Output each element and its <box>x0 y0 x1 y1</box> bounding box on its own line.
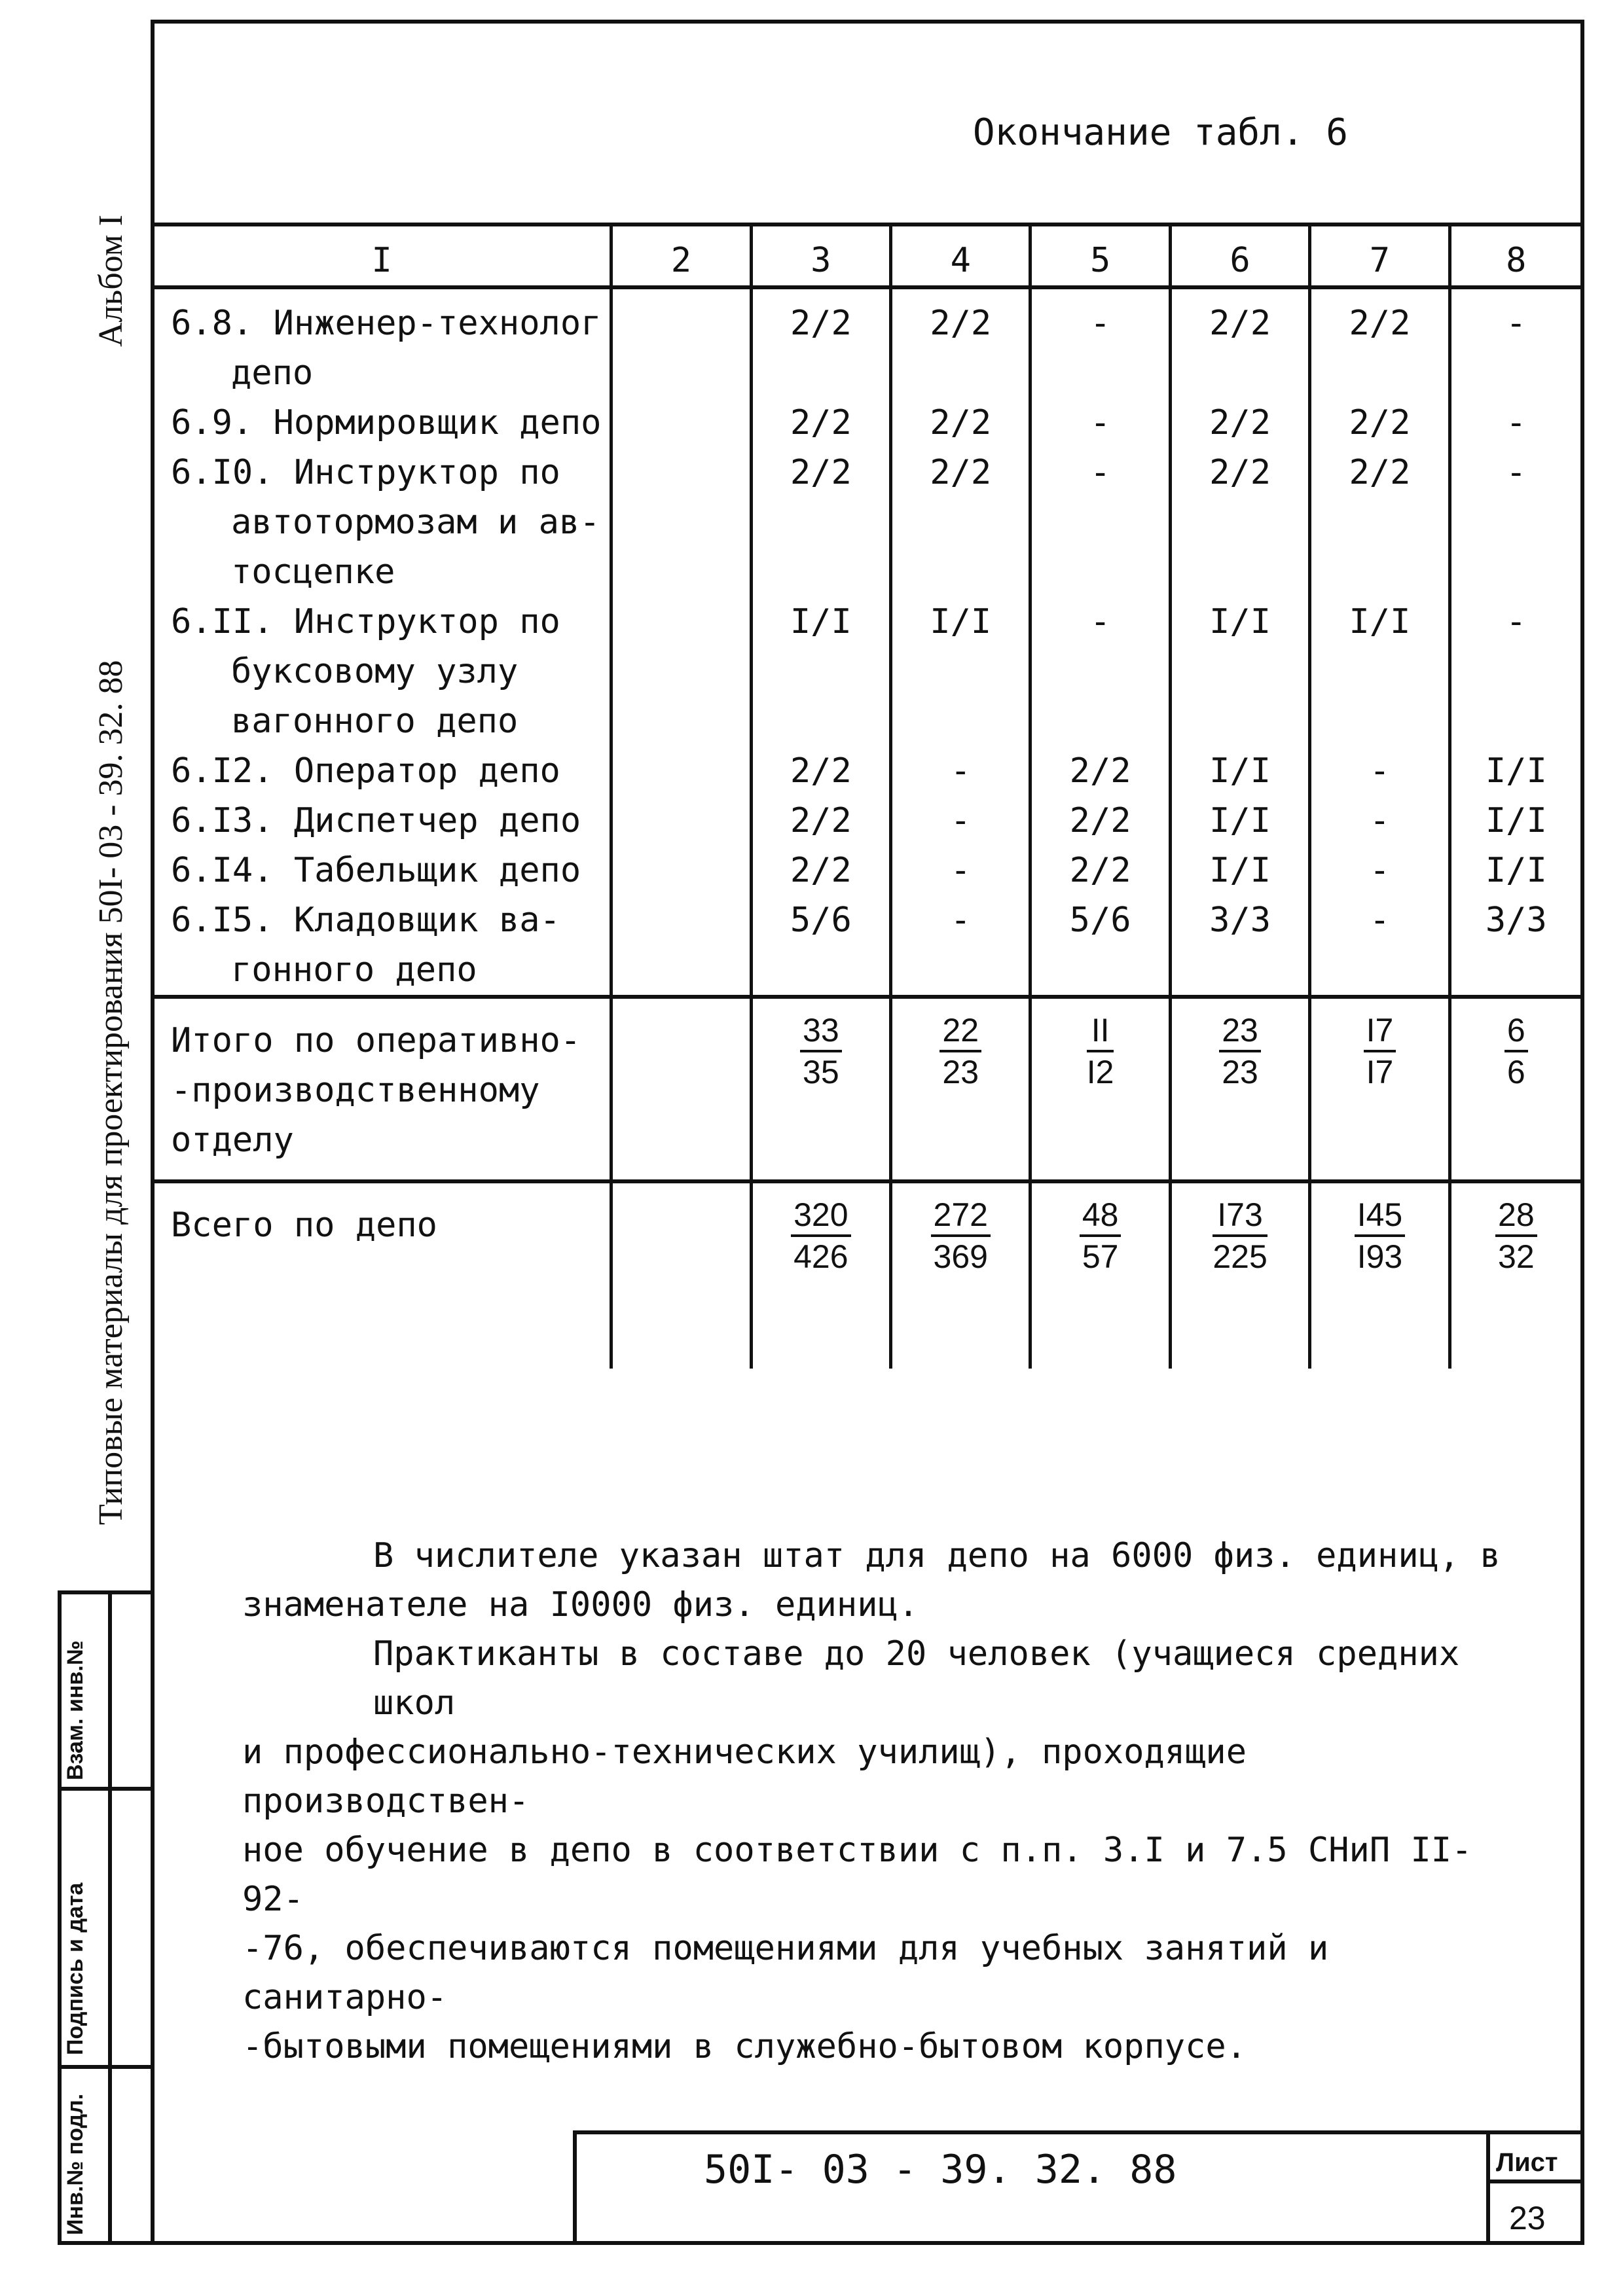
row-label <box>153 796 611 846</box>
row-label <box>153 287 611 398</box>
fraction <box>1087 1011 1114 1092</box>
stamp-inv-replace: Взам. инв.№ <box>63 1640 88 1780</box>
row-label-line: 6.I2. Оператор депо <box>171 751 560 791</box>
table-cell: - <box>1450 287 1582 398</box>
fraction-denominator: I7 <box>1366 1054 1394 1090</box>
row-label-line: автотормозам и ав- <box>231 503 600 542</box>
table-cell: - <box>1030 597 1170 746</box>
table-cell: I/I <box>1170 597 1309 746</box>
table-cell: - <box>1310 895 1450 997</box>
titleblock-top <box>573 2130 1584 2134</box>
row-label <box>153 398 611 448</box>
fraction-cell <box>1450 1181 1582 1369</box>
table-row <box>153 746 1583 796</box>
fraction <box>1355 1195 1406 1276</box>
fraction-denominator: 23 <box>1222 1054 1258 1090</box>
fraction-denominator: 369 <box>933 1238 988 1275</box>
note-line: -76, обеспечиваются помещениями для учебных занятий и санитарно- <box>242 1929 1329 2017</box>
table-cell: 2/2 <box>751 846 890 895</box>
fraction-cell <box>1170 1181 1309 1369</box>
note-line: Практиканты в составе до 20 человек (учащиеся средних школ <box>373 1634 1460 1723</box>
fraction-numerator: II <box>1087 1011 1114 1052</box>
row-label <box>153 846 611 895</box>
fraction <box>1219 1011 1261 1092</box>
fraction <box>939 1011 981 1092</box>
column-header-7: 7 <box>1310 224 1450 287</box>
table-continuation-title: Окончание табл. 6 <box>972 111 1348 154</box>
fraction-cell <box>1450 997 1582 1181</box>
fraction-numerator: 48 <box>1080 1195 1122 1237</box>
table-cell: 3/3 <box>1170 895 1309 997</box>
table-row <box>153 287 1583 398</box>
fraction <box>931 1195 991 1276</box>
table-cell: 2/2 <box>1030 796 1170 846</box>
staff-table <box>151 223 1584 1369</box>
fraction-cell <box>1030 1181 1170 1369</box>
fraction-cell <box>751 1181 890 1369</box>
fraction-denominator: 6 <box>1506 1054 1525 1090</box>
row-label-line: Всего по депо <box>171 1206 437 1245</box>
column-header-2: 2 <box>611 224 751 287</box>
row-label-line: тосцепке <box>231 552 395 592</box>
row-label <box>153 746 611 796</box>
stamp-divider <box>58 1787 155 1791</box>
row-label <box>153 1181 611 1369</box>
fraction-numerator: 23 <box>1219 1011 1261 1052</box>
fraction-numerator: I45 <box>1355 1195 1406 1237</box>
fraction-numerator: 22 <box>939 1011 981 1052</box>
fraction <box>1364 1011 1396 1092</box>
table-cell: - <box>891 846 1030 895</box>
fraction-numerator: 28 <box>1495 1195 1537 1237</box>
table-cell: 2/2 <box>751 448 890 597</box>
table-cell: 2/2 <box>891 287 1030 398</box>
row-label <box>153 597 611 746</box>
titleblock-left <box>573 2130 577 2245</box>
table-cell: 2/2 <box>891 398 1030 448</box>
table-row <box>153 895 1583 997</box>
column-header-1: I <box>153 224 611 287</box>
sidebar-album: Альбом I <box>92 215 130 347</box>
fraction-denominator: 23 <box>942 1054 979 1090</box>
fraction-cell <box>751 997 890 1181</box>
fraction-cell <box>1030 997 1170 1181</box>
fraction-cell <box>1310 997 1450 1181</box>
stamp-divider <box>58 2241 155 2245</box>
fraction <box>791 1195 850 1276</box>
row-label-line: буксовому узлу <box>231 652 519 691</box>
document-number: 50I- 03 - 39. 32. 88 <box>704 2147 1177 2193</box>
column-header-3: 3 <box>751 224 890 287</box>
fraction-cell <box>891 997 1030 1181</box>
row-label-line: депо <box>231 353 314 393</box>
table-cell: 3/3 <box>1450 895 1582 997</box>
stamp-column-border <box>58 1590 62 2245</box>
table-cell: 2/2 <box>751 746 890 796</box>
table-row <box>153 796 1583 846</box>
column-header-8: 8 <box>1450 224 1582 287</box>
table-cell: - <box>891 796 1030 846</box>
row-label-line: 6.I3. Диспетчер депо <box>171 801 581 840</box>
note-line: В числителе указан штат для депо на 6000 физ. единиц, в <box>373 1536 1501 1575</box>
table-cell: I/I <box>1310 597 1450 746</box>
note-line: ное обучение в депо в соответствии с п.п. 3.I и 7.5 СНиП II-92- <box>242 1831 1472 1919</box>
sidebar-series: Типовые материалы для проектирования 50I- 03 - 39. 32. 88 <box>92 660 130 1525</box>
table-cell: - <box>1030 448 1170 597</box>
stamp-divider <box>58 1590 155 1594</box>
fraction-numerator: 6 <box>1504 1011 1528 1052</box>
fraction-denominator: 32 <box>1498 1238 1535 1275</box>
row-label-line: 6.I4. Табельщик депо <box>171 851 581 890</box>
column-header-5: 5 <box>1030 224 1170 287</box>
table-cell: - <box>1450 398 1582 448</box>
fraction-cell <box>891 1181 1030 1369</box>
table-cell <box>611 796 751 846</box>
table-cell <box>611 398 751 448</box>
table-row <box>153 398 1583 448</box>
row-label <box>153 895 611 997</box>
table-cell: 5/6 <box>1030 895 1170 997</box>
table-cell: 2/2 <box>1030 846 1170 895</box>
table-row <box>153 846 1583 895</box>
fraction-numerator: I7 <box>1364 1011 1396 1052</box>
table-cell: 2/2 <box>1030 746 1170 796</box>
table-cell: - <box>1310 846 1450 895</box>
table-row <box>153 448 1583 597</box>
table-cell: - <box>1450 448 1582 597</box>
table-cell <box>611 746 751 796</box>
table-cell: - <box>1450 597 1582 746</box>
table-cell: I/I <box>1170 746 1309 796</box>
fraction-numerator: 272 <box>931 1195 991 1237</box>
fraction-cell <box>1170 997 1309 1181</box>
titleblock-sheet-border <box>1486 2130 1490 2245</box>
table-cell: 2/2 <box>751 398 890 448</box>
table-cell: 2/2 <box>1170 398 1309 448</box>
row-label-line: вагонного депо <box>231 702 519 741</box>
table-cell: 2/2 <box>1170 448 1309 597</box>
table-cell: - <box>1310 746 1450 796</box>
fraction-denominator: I2 <box>1086 1054 1114 1090</box>
table-cell: I/I <box>1450 746 1582 796</box>
fraction-denominator: 225 <box>1213 1238 1267 1275</box>
table-cell <box>611 1181 751 1369</box>
row-label-line: -производственному <box>171 1071 540 1110</box>
table-cell: - <box>891 895 1030 997</box>
table-cell <box>611 597 751 746</box>
stamp-inv-original: Инв.№ подл. <box>63 2093 88 2235</box>
fraction-numerator: 320 <box>791 1195 850 1237</box>
fraction-numerator: I73 <box>1213 1195 1267 1237</box>
row-label-line: 6.I5. Кладовщик ва- <box>171 901 560 940</box>
fraction <box>1080 1195 1122 1276</box>
table-cell: I/I <box>1450 846 1582 895</box>
row-label-line: 6.I0. Инструктор по <box>171 453 560 492</box>
row-label <box>153 997 611 1181</box>
table-cell: 2/2 <box>891 448 1030 597</box>
fraction-denominator: 35 <box>803 1054 839 1090</box>
table-cell <box>611 895 751 997</box>
note-line: -бытовыми помещениями в служебно-бытовом корпусе. <box>242 2027 1247 2066</box>
table-cell <box>611 287 751 398</box>
stamp-divider <box>58 2065 155 2069</box>
fraction-denominator: 426 <box>793 1238 848 1275</box>
row-label-line: 6.II. Инструктор по <box>171 602 560 641</box>
table-cell <box>611 997 751 1181</box>
table-cell: 2/2 <box>1310 398 1450 448</box>
table-cell: 2/2 <box>751 287 890 398</box>
fraction <box>1504 1011 1528 1092</box>
table-cell <box>611 846 751 895</box>
row-label-line: Итого по оперативно- <box>171 1021 581 1060</box>
table-cell: I/I <box>891 597 1030 746</box>
sheet-label: Лист <box>1496 2148 1558 2177</box>
stamp-inner-border <box>108 1590 112 2245</box>
table-cell: 2/2 <box>1310 448 1450 597</box>
table-cell: 5/6 <box>751 895 890 997</box>
fraction-denominator: I93 <box>1357 1238 1403 1275</box>
fraction-denominator: 57 <box>1082 1238 1119 1275</box>
fraction <box>800 1011 842 1092</box>
row-label-line: 6.9. Нормировщик депо <box>171 403 602 442</box>
column-header-6: 6 <box>1170 224 1309 287</box>
subtotal-row <box>153 997 1583 1181</box>
stamp-signature-date: Подпись и дата <box>63 1882 88 2055</box>
table-cell: I/I <box>751 597 890 746</box>
fraction <box>1213 1195 1267 1276</box>
table-cell <box>611 448 751 597</box>
titleblock-sheet-divider <box>1486 2179 1584 2183</box>
header-row <box>153 224 1583 287</box>
table-cell: - <box>1310 796 1450 846</box>
table-cell: 2/2 <box>1310 287 1450 398</box>
total-row <box>153 1181 1583 1369</box>
table-cell: 2/2 <box>751 796 890 846</box>
table-row <box>153 597 1583 746</box>
table-cell: I/I <box>1450 796 1582 846</box>
fraction-numerator: 33 <box>800 1011 842 1052</box>
table-cell: I/I <box>1170 796 1309 846</box>
table-cell: - <box>891 746 1030 796</box>
column-header-4: 4 <box>891 224 1030 287</box>
sheet-number: 23 <box>1509 2200 1546 2236</box>
table-cell: - <box>1030 398 1170 448</box>
row-label-line: 6.8. Инженер-технолог <box>171 304 602 343</box>
table-cell: - <box>1030 287 1170 398</box>
note-line: и профессионально-технических училищ), проходящие производствен- <box>242 1732 1247 1821</box>
fraction <box>1495 1195 1537 1276</box>
fraction-cell <box>1310 1181 1450 1369</box>
row-label-line: гонного депо <box>231 950 477 990</box>
note-line: знаменателе на I0000 физ. единиц. <box>242 1585 919 1624</box>
row-label <box>153 448 611 597</box>
row-label-line: отделу <box>171 1121 294 1160</box>
table-cell: I/I <box>1170 846 1309 895</box>
notes-block <box>242 1532 1525 2072</box>
table-cell: 2/2 <box>1170 287 1309 398</box>
